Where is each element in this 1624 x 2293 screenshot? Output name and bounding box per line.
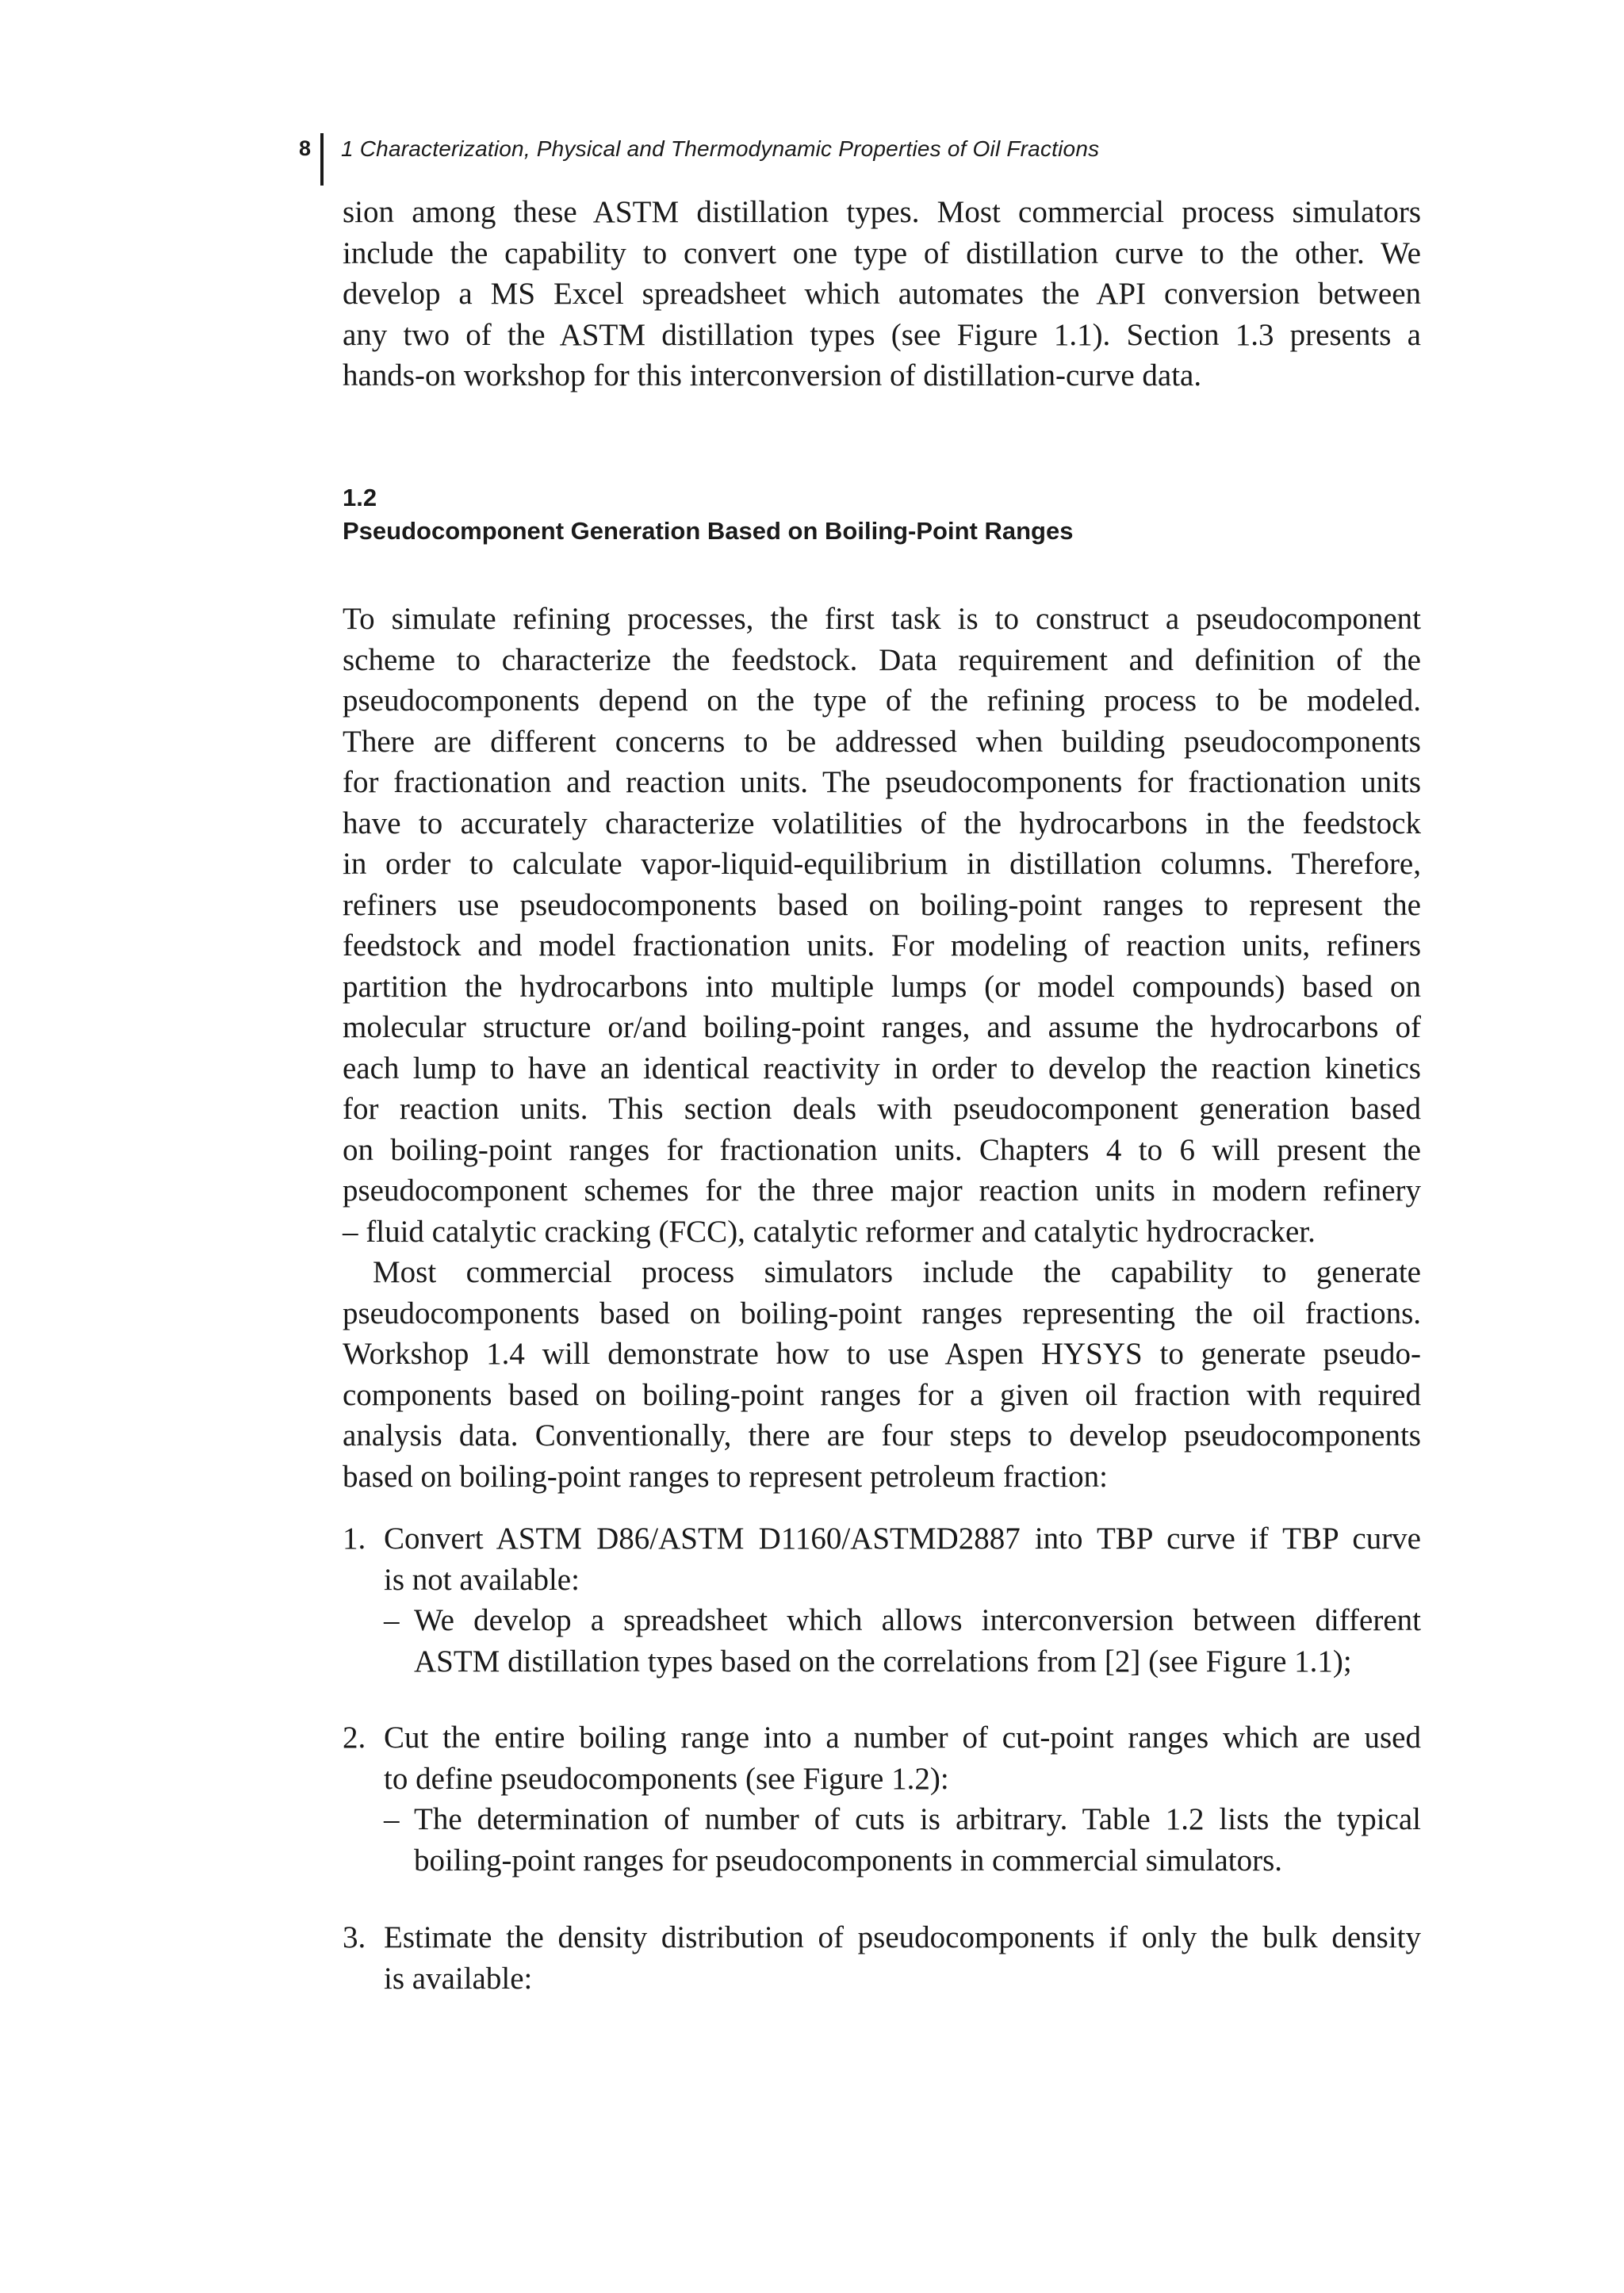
text-line: based on boiling-point ranges to represent petroleum fraction: <box>343 1459 1108 1494</box>
section-title: Pseudocomponent Generation Based on Boiling-Point Ranges <box>343 517 1074 545</box>
text-line: in order to calculate vapor-liquid-equilibrium in distillation columns. Therefore, <box>343 847 1421 881</box>
text-line: refiners use pseudocomponents based on boiling-point ranges to represent the <box>343 887 1421 922</box>
text-line: each lump to have an identical reactivity in order to develop the reaction kinetics <box>343 1051 1421 1085</box>
sub-item <box>384 1799 1421 1881</box>
list-item-step-3 <box>343 1917 1421 1999</box>
dash-marker: – <box>384 1802 400 1836</box>
list-item-step-1 <box>343 1518 1421 1682</box>
list-number: 3. <box>343 1920 366 1954</box>
text-line: To simulate refining processes, the first task is to construct a pseudocomponent <box>343 602 1421 636</box>
text-line: pseudocomponent schemes for the three major reaction units in modern refinery <box>343 1173 1421 1208</box>
list-number: 1. <box>343 1522 366 1556</box>
text-line: scheme to characterize the feedstock. Data requirement and definition of the <box>343 642 1421 677</box>
text-line: is available: <box>384 1961 533 1996</box>
body-paragraph-2 <box>343 1252 1421 1497</box>
list-item-step-2 <box>343 1717 1421 1881</box>
text-line: to define pseudocomponents (see Figure 1.2): <box>384 1761 949 1796</box>
page-number: 8 <box>298 136 311 160</box>
text-line: Estimate the density distribution of pseudocomponents if only the bulk density <box>384 1920 1421 1954</box>
text-line: include the capability to convert one type of distillation curve to the other. We <box>343 235 1421 270</box>
text-line: partition the hydrocarbons into multiple lumps (or model compounds) based on <box>343 969 1421 1004</box>
text-line: There are different concerns to be addressed when building pseudocomponents <box>343 724 1421 759</box>
text-line: analysis data. Conventionally, there are four steps to develop pseudocomponents <box>343 1418 1421 1453</box>
text-line: for reaction units. This section deals with pseudocomponent generation based <box>343 1092 1421 1126</box>
sub-item <box>384 1600 1421 1682</box>
text-line: – fluid catalytic cracking (FCC), catalytic reformer and catalytic hydrocracker. <box>343 1214 1316 1249</box>
text-line: Cut the entire boiling range into a number of cut-point ranges which are used <box>384 1721 1421 1755</box>
text-line: for fractionation and reaction units. The pseudocomponents for fractionation units <box>343 765 1421 799</box>
text-line: on boiling-point ranges for fractionation units. Chapters 4 to 6 will present the <box>343 1132 1421 1167</box>
text-line: have to accurately characterize volatilities of the hydrocarbons in the feedstock <box>343 806 1421 840</box>
text-line: hands-on workshop for this interconversion of distillation-curve data. <box>343 358 1202 392</box>
text-line: Most commercial process simulators include the capability to generate <box>373 1255 1421 1289</box>
text-line: We develop a spreadsheet which allows interconversion between different <box>414 1603 1421 1637</box>
text-line: ASTM distillation types based on the correlations from [2] (see Figure 1.1); <box>414 1644 1352 1679</box>
intro-paragraph <box>343 192 1421 396</box>
text-line: molecular structure or/and boiling-point ranges, and assume the hydrocarbons of <box>343 1010 1421 1044</box>
text-line: feedstock and model fractionation units. For modeling of reaction units, refiners <box>343 928 1421 963</box>
body-paragraph-1 <box>343 599 1421 1252</box>
section-number: 1.2 <box>343 484 377 511</box>
running-head-rule <box>320 133 324 186</box>
text-line: is not available: <box>384 1562 580 1597</box>
text-line: pseudocomponents depend on the type of the refining process to be modeled. <box>343 683 1421 718</box>
list-number: 2. <box>343 1721 366 1755</box>
text-line: Workshop 1.4 will demonstrate how to use Aspen HYSYS to generate pseudo- <box>343 1337 1421 1371</box>
running-head <box>293 133 1419 186</box>
dash-marker: – <box>384 1603 400 1637</box>
text-line: Convert ASTM D86/ASTM D1160/ASTMD2887 into TBP curve if TBP curve <box>384 1522 1421 1556</box>
text-line: boiling-point ranges for pseudocomponents in commercial simulators. <box>414 1843 1283 1878</box>
text-line: The determination of number of cuts is arbitrary. Table 1.2 lists the typical <box>414 1802 1421 1836</box>
running-head-title: 1 Characterization, Physical and Thermodynamic Properties of Oil Fractions <box>341 136 1100 161</box>
text-line: any two of the ASTM distillation types (see Figure 1.1). Section 1.3 presents a <box>343 317 1421 352</box>
text-line: develop a MS Excel spreadsheet which automates the API conversion between <box>343 277 1421 311</box>
text-line: components based on boiling-point ranges for a given oil fraction with required <box>343 1377 1421 1412</box>
text-line: pseudocomponents based on boiling-point ranges representing the oil fractions. <box>343 1296 1421 1330</box>
text-line: sion among these ASTM distillation types. Most commercial process simulators <box>343 195 1421 229</box>
section-heading <box>343 484 1421 545</box>
